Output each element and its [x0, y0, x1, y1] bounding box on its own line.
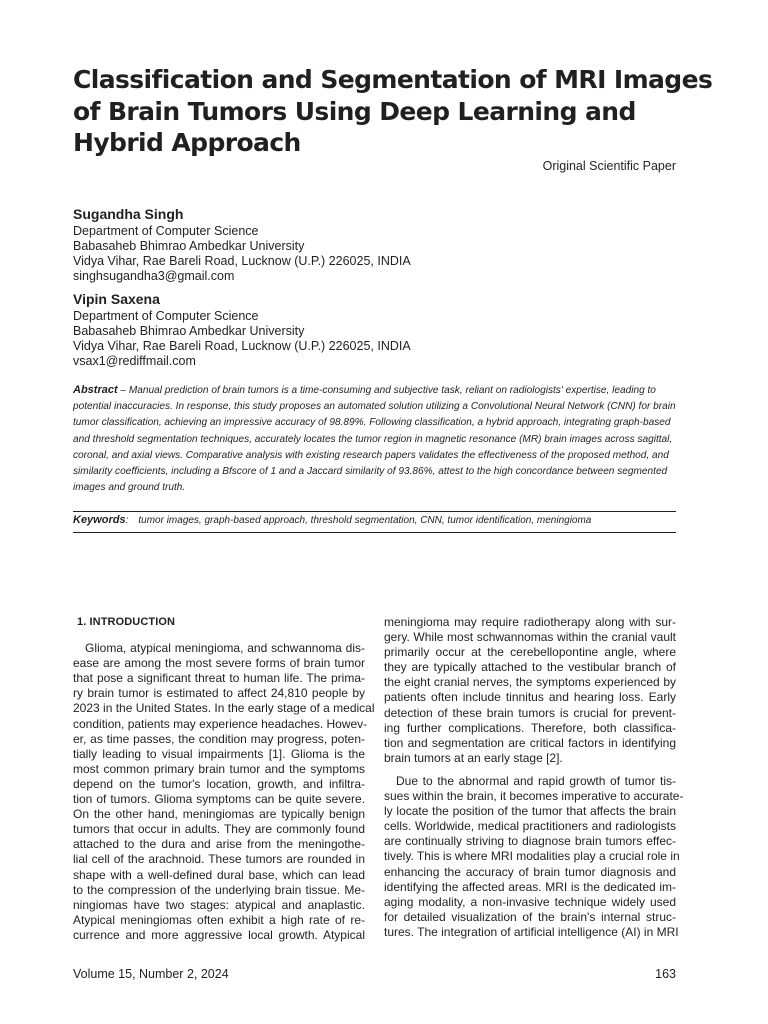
- body-line: are continually striving to diagnose brain tumors effec-: [384, 834, 676, 849]
- body-line: er, as time passes, the condition may progress, poten-: [73, 731, 365, 746]
- body-line: tion of tumors. Glioma symptoms can be quite severe.: [73, 792, 365, 807]
- title-line: Hybrid Approach: [73, 128, 301, 157]
- body-line: tures. The integration of artificial intelligence (AI) in MRI: [384, 924, 679, 939]
- body-line: ry brain tumor is estimated to affect 24,810 people by: [73, 686, 365, 701]
- body-line: tially leading to visual impairments [1]. Glioma is the: [73, 746, 365, 761]
- body-line: ningiomas have two stages: atypical and anaplastic.: [73, 897, 365, 912]
- author-name: Sugandha Singh: [73, 206, 184, 222]
- body-line: lial cell of the arachnoid. These tumors are rounded in: [73, 852, 365, 867]
- author-email: singhsugandha3@gmail.com: [73, 269, 235, 283]
- author-block: [73, 290, 633, 369]
- section-heading: 1. INTRODUCTION: [77, 616, 176, 628]
- body-line: meningioma may require radiotherapy along with sur-: [384, 615, 676, 629]
- body-line: they are typically attached to the vestibular branch of: [384, 660, 676, 675]
- title-line: Classification and Segmentation of MRI Images: [73, 65, 713, 94]
- author-address: Vidya Vihar, Rae Bareli Road, Lucknow (U.P.) 226025, INDIA: [73, 339, 411, 353]
- body-line: sues within the brain, it becomes imperative to accurate-: [384, 789, 684, 804]
- title-line: of Brain Tumors Using Deep Learning and: [73, 96, 636, 126]
- keywords-rule-bottom: [73, 532, 676, 533]
- body-line: ease are among the most severe forms of brain tumor: [73, 656, 365, 671]
- abstract-line: similarity coefficients, including a Bfscore of 1 and a Jaccard similarity of 93.86%, attest to the high concordance between segmented: [73, 466, 668, 478]
- body-line: identifying the affected areas. MRI is the dedicated im-: [384, 879, 676, 894]
- abstract: [73, 382, 676, 496]
- body-line: brain tumors at an early stage [2].: [384, 750, 563, 765]
- body-line: Atypical meningiomas often exhibit a high rate of re-: [73, 912, 365, 927]
- right-column: [384, 615, 684, 940]
- body-line: detection of these brain tumors is crucial for prevent-: [384, 705, 676, 720]
- author-affiliation: Department of Computer Science: [73, 224, 259, 238]
- body-line: shape with a well-defined dural base, which can lead: [73, 867, 365, 882]
- body-paragraph: [384, 615, 676, 766]
- body-line: Glioma, atypical meningioma, and schwannoma dis-: [85, 641, 365, 656]
- abstract-line: images and ground truth.: [73, 482, 186, 494]
- body-line: Due to the abnormal and rapid growth of tumor tis-: [396, 773, 676, 788]
- abstract-label: Abstract: [73, 384, 118, 396]
- body-line: attached to the dura and arise from the meningothe-: [73, 837, 365, 852]
- abstract-line: coronal, and axial views. Comparative analysis with existing research papers validates the effectiveness of the proposed method, and: [73, 449, 669, 461]
- author-email: vsax1@rediffmail.com: [73, 354, 196, 368]
- body-line: condition, patients may experience headaches. Howev-: [73, 716, 368, 731]
- body-line: most common primary brain tumor and the symptoms: [73, 761, 365, 776]
- body-line: enhancing the accuracy of brain tumor diagnosis and: [384, 864, 676, 879]
- body-paragraph: [384, 773, 684, 940]
- author-address: Vidya Vihar, Rae Bareli Road, Lucknow (U.P.) 226025, INDIA: [73, 254, 411, 268]
- body-line: ly locate the position of the tumor that affects the brain: [384, 804, 676, 819]
- body-line: tively. This is where MRI modalities play a crucial role in: [384, 849, 680, 864]
- body-line: for detailed visualization of the brain's internal struc-: [384, 909, 676, 924]
- abstract-line: potential inaccuracies. In response, this study proposes an automated solution utilizing a Convolutional Neural Network (CNN) for brain: [73, 401, 676, 413]
- keywords-text: tumor images, graph-based approach, threshold segmentation, CNN, tumor identification, meningioma: [138, 515, 592, 526]
- body-line: depend on the tumor's location, growth, and infiltra-: [73, 776, 365, 791]
- body-line: primarily occur at the cerebellopontine angle, where: [384, 645, 676, 660]
- abstract-line: – Manual prediction of brain tumors is a time-consuming and subjective task, reliant on radiologists' expertise, leading to: [117, 385, 656, 396]
- body-line: ing further complications. Therefore, both classifica-: [384, 720, 676, 735]
- abstract-line: tumor classification, achieving an impressive accuracy of 98.89%. Following classification, a hybrid approach, integrating graph-based: [73, 417, 671, 429]
- keywords: [73, 514, 591, 526]
- paper-title: [73, 64, 713, 159]
- body-line: On the other hand, meningiomas are typically benign: [73, 807, 365, 822]
- page-number: 163: [655, 967, 676, 981]
- body-line: tion and segmentation are critical factors in identifying: [384, 735, 676, 750]
- author-block: [73, 205, 633, 284]
- author-affiliation: Babasaheb Bhimrao Ambedkar University: [73, 239, 305, 253]
- body-line: tumors that occur in adults. They are commonly found: [73, 822, 365, 837]
- author-affiliation: Department of Computer Science: [73, 309, 259, 323]
- left-column: [73, 615, 375, 943]
- keywords-label: Keywords: [73, 514, 126, 526]
- abstract-line: and threshold segmentation techniques, accurately locates the tumor region in magnetic resonance (MR) brain images across sagittal,: [73, 433, 673, 445]
- author-affiliation: Babasaheb Bhimrao Ambedkar University: [73, 324, 305, 338]
- journal-volume: Volume 15, Number 2, 2024: [73, 967, 229, 981]
- body-line: 2023 in the United States. In the early stage of a medical: [73, 701, 375, 716]
- author-name: Vipin Saxena: [73, 291, 160, 307]
- body-line: to the compression of the underlying brain tissue. Me-: [73, 882, 365, 897]
- body-line: the eight cranial nerves, the symptoms experienced by: [384, 675, 676, 690]
- body-line: patients often include tinnitus and hearing loss. Early: [384, 690, 676, 705]
- keywords-separator: :: [125, 515, 129, 526]
- body-line: aging modality, a non-invasive technique widely used: [384, 894, 676, 909]
- body-line: cells. Worldwide, medical practitioners and radiologists: [384, 819, 676, 834]
- body-line: currence and more aggressive local growth. Atypical: [73, 927, 365, 942]
- paper-type: Original Scientific Paper: [542, 159, 676, 173]
- intro-paragraph: [73, 641, 375, 943]
- keywords-rule-top: [73, 511, 676, 512]
- body-line: that pose a significant threat to human life. The prima-: [73, 671, 365, 686]
- body-line: gery. While most schwannomas within the cranial vault: [384, 630, 676, 645]
